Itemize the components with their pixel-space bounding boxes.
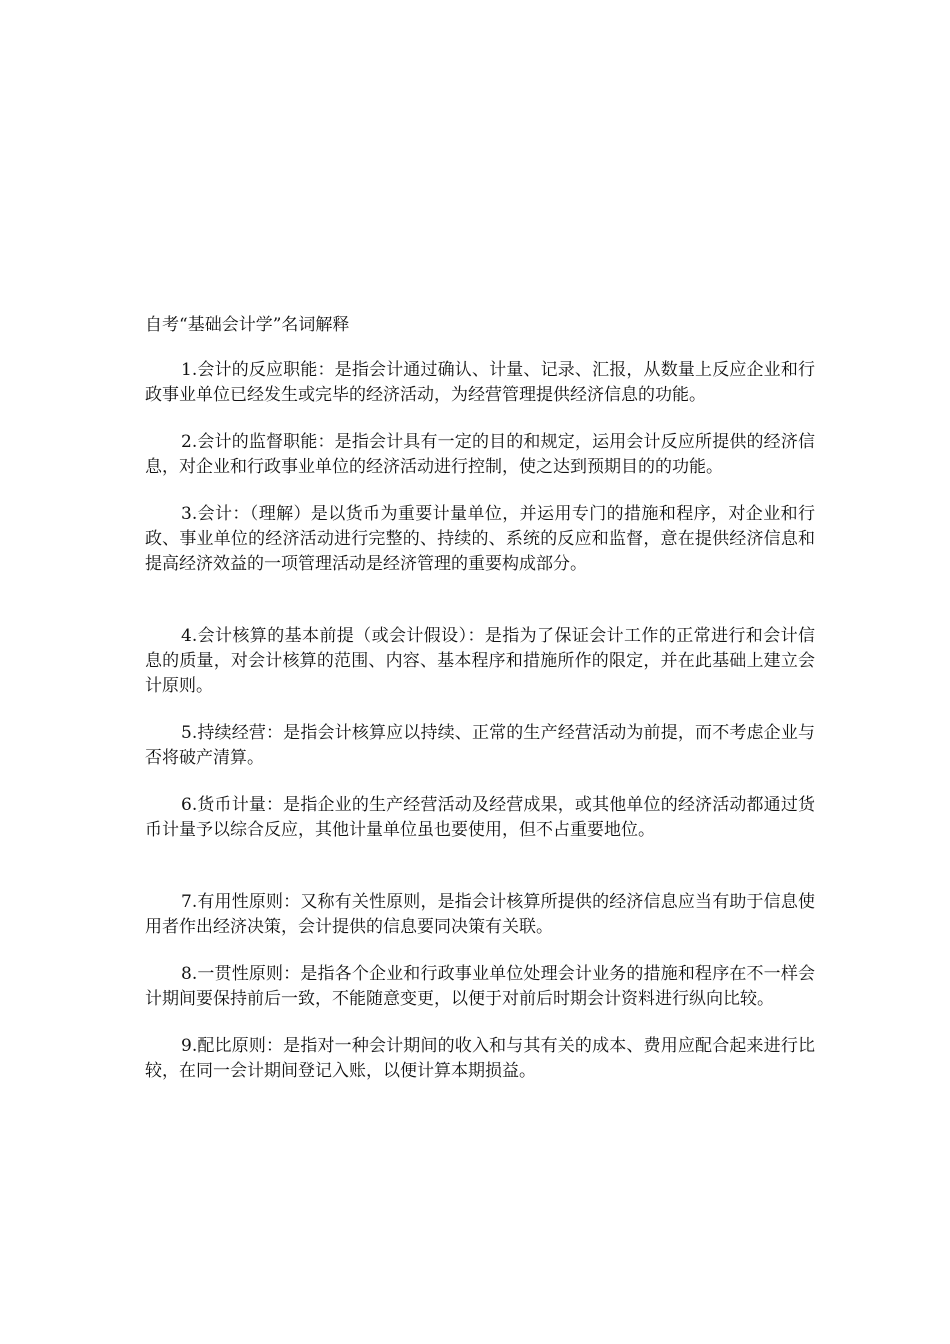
entry-7: 7.有用性原则：又称有关性原则，是指会计核算所提供的经济信息应当有助于信息使用者作出经济决策，会计提供的信息要同决策有关联。 [145, 892, 815, 937]
spacer [145, 940, 815, 962]
spacer [145, 408, 815, 430]
entry-4: 4.会计核算的基本前提（或会计假设）：是指为了保证会计工作的正常进行和会计信息的质量，对会计核算的范围、内容、基本程序和措施所作的限定，并在此基础上建立会计原则。 [145, 626, 815, 696]
entry-8: 8.一贯性原则：是指各个企业和行政事业单位处理会计业务的措施和程序在不一样会计期间要保持前后一致，不能随意变更，以便于对前后时期会计资料进行纵向比较。 [145, 964, 815, 1009]
spacer [145, 480, 815, 502]
entry-6: 6.货币计量：是指企业的生产经营活动及经营成果，或其他单位的经济活动都通过货币计量予以综合反应，其他计量单位虽也要使用，但不占重要地位。 [145, 795, 815, 840]
document-page [145, 312, 815, 1084]
spacer [145, 699, 815, 721]
spacer [145, 771, 815, 793]
entry-5: 5.持续经营：是指会计核算应以持续、正常的生产经营活动为前提，而不考虑企业与否将破产清算。 [145, 723, 815, 768]
entry-1: 1.会计的反应职能：是指会计通过确认、计量、记录、汇报，从数量上反应企业和行政事业单位已经发生或完毕的经济活动，为经营管理提供经济信息的功能。 [145, 360, 815, 405]
document-title: 自考“基础会计学”名词解释 [145, 315, 350, 335]
spacer [145, 843, 815, 890]
entry-3: 3.会计：（理解）是以货币为重要计量单位，并运用专门的措施和程序，对企业和行政、事业单位的经济活动进行完整的、持续的、系统的反应和监督，意在提供经济信息和提高经济效益的一项管理活动是经济管理的重要构成部分。 [145, 504, 815, 574]
entry-2: 2.会计的监督职能：是指会计具有一定的目的和规定，运用会计反应所提供的经济信息，对企业和行政事业单位的经济活动进行控制，使之达到预期目的的功能。 [145, 432, 815, 477]
spacer [145, 577, 815, 624]
spacer [145, 1012, 815, 1034]
entry-9: 9.配比原则：是指对一种会计期间的收入和与其有关的成本、费用应配合起来进行比较，在同一会计期间登记入账，以便计算本期损益。 [145, 1036, 815, 1081]
